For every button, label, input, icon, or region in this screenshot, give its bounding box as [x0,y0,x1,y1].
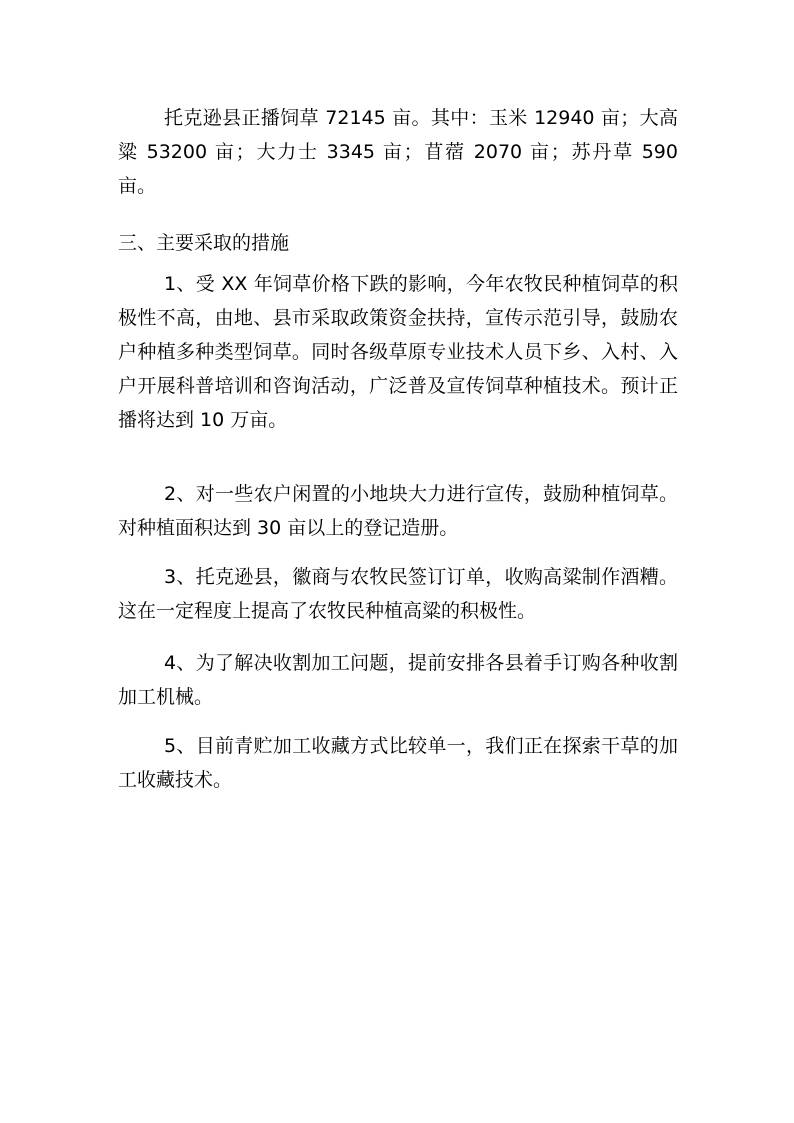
paragraph-measure-5: 5、目前青贮加工收藏方式比较单一，我们正在探索干草的加工收藏技术。 [118,735,678,791]
paragraph-measure-2: 2、对一些农户闲置的小地块大力进行宣传，鼓励种植饲草。对种植面积达到 30 亩以上的登记造册。 [118,483,678,539]
paragraph-planting-summary: 托克逊县正播饲草 72145 亩。其中：玉米 12940 亩；大高粱 53200 亩；大力士 3345 亩；苜蓿 2070 亩；苏丹草 590 亩。 [118,107,678,197]
paragraph-measure-1: 1、受 XX 年饲草价格下跌的影响，今年农牧民种植饲草的积极性不高，由地、县市采取政策资金扶持，宣传示范引导，鼓励农户种植多种类型饲草。同时各级草原专业技术人员下乡、入村、入户开展科普培训和咨询活动，广泛普及宣传饲草种植技术。预计正播将达到 10 万亩。 [118,273,678,431]
paragraph-measure-4: 4、为了解决收割加工问题，提前安排各县着手订购各种收割加工机械。 [118,652,678,708]
section-heading-measures: 三、主要采取的措施 [118,232,290,254]
paragraph-measure-3: 3、托克逊县，徽商与农牧民签订订单，收购高粱制作酒糟。这在一定程度上提高了农牧民种植高粱的积极性。 [118,566,678,622]
